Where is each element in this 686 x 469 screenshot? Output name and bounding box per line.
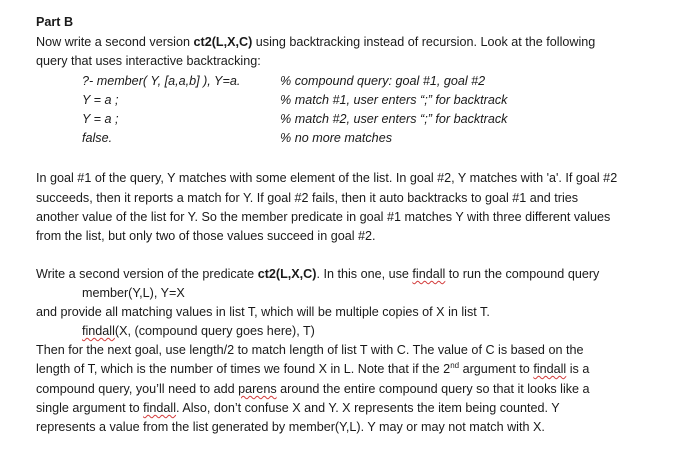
para2-l6-a: length of T, which is the number of times we found X in L. Note that if the 2	[36, 362, 451, 376]
para2-line-7	[36, 380, 590, 398]
predicate-ct2-2: ct2(L,X,C)	[257, 267, 317, 281]
para2-line-2: member(Y,L), Y=X	[82, 286, 185, 300]
parens-term: parens	[238, 382, 277, 396]
query-code-1: ?- member( Y, [a,a,b] ), Y=a.	[82, 74, 241, 88]
findall-term-1: findall	[412, 267, 446, 281]
para2-line-9: represents a value from the list generated by member(Y,L). Y may or may not match with X.	[36, 420, 545, 434]
findall-term-4: findall	[143, 401, 177, 415]
para2-l8-a: single argument to	[36, 401, 144, 415]
para2-line-6	[36, 360, 589, 378]
findall-term-2: findall	[82, 324, 115, 338]
query-row-1	[82, 72, 240, 90]
findall-term-3: findall	[533, 362, 567, 376]
para2-text-c: . In this one, use	[316, 267, 413, 281]
query-comment-3: % match #2, user enters “;” for backtrack	[280, 112, 508, 126]
query-comment-4: % no more matches	[280, 131, 392, 145]
para1-line-1: In goal #1 of the query, Y matches with some element of the list. In goal #2, Y matches with 'a'. If goal #2	[36, 171, 618, 185]
para2-l6-d: is a	[566, 362, 590, 376]
para2-l7-c: around the entire compound query so that it looks like a	[276, 382, 590, 396]
para2-l8-c: . Also, don’t confuse X and Y. X represents the item being counted. Y	[176, 401, 560, 415]
para2-text-a: Write a second version of the predicate	[36, 267, 258, 281]
query-comment-2: % match #1, user enters “;” for backtrack	[280, 93, 508, 107]
para2-line-4	[82, 322, 315, 340]
intro-text-a: Now write a second version	[36, 35, 194, 49]
predicate-ct2: ct2(L,X,C)	[193, 35, 253, 49]
query-row-4: false.	[82, 131, 113, 145]
para2-l7-a: compound query, you’ll need to add	[36, 382, 239, 396]
ordinal-suffix: nd	[450, 360, 460, 370]
para2-line-8	[36, 399, 560, 417]
intro-line-2: query that uses interactive backtracking:	[36, 54, 261, 68]
query-row-2: Y = a ;	[82, 93, 119, 107]
para2-text-e: to run the compound query	[445, 267, 600, 281]
section-heading: Part B	[36, 15, 74, 29]
para2-l6-b: argument to	[459, 362, 534, 376]
query-row-3: Y = a ;	[82, 112, 119, 126]
query-comment-1: % compound query: goal #1, goal #2	[280, 74, 486, 88]
intro-text-c: using backtracking instead of recursion. Look at the following	[252, 35, 596, 49]
para1-line-4: from the list, but only two of those values succeed in goal #2.	[36, 229, 376, 243]
para1-line-2: succeeds, then it reports a match for Y. If goal #2 fails, then it auto backtracks to goal #1 and tries	[36, 191, 579, 205]
findall-args: (X, (compound query goes here), T)	[114, 324, 315, 338]
para2-line-3: and provide all matching values in list T, which will be multiple copies of X in list T.	[36, 305, 490, 319]
para2-line-1	[36, 265, 599, 283]
para2-line-5: Then for the next goal, use length/2 to match length of list T with C. The value of C is based on the	[36, 343, 584, 357]
para1-line-3: another value of the list for Y. So the member predicate in goal #1 matches Y with three different values	[36, 210, 611, 224]
intro-line-1	[36, 33, 595, 51]
